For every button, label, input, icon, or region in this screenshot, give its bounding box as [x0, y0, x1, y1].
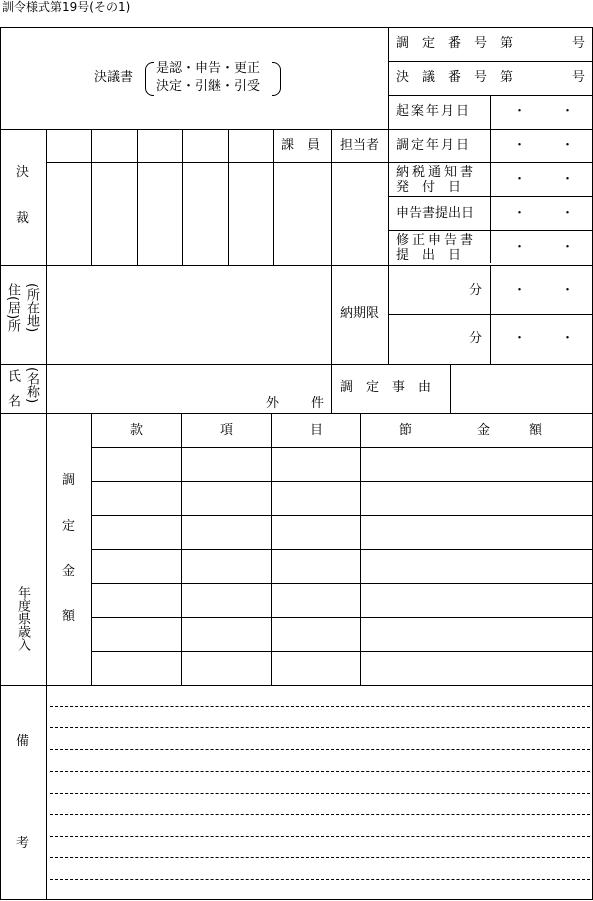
revenue-label: 年度県歳入 [15, 586, 30, 651]
address-label-paren: (所在地) [24, 283, 39, 333]
amount-label-char: 調 [62, 473, 76, 488]
column-header-moku: 目 [310, 423, 324, 438]
date-separator: ・ [561, 206, 575, 221]
gai-label: 外 [266, 396, 280, 411]
fun-label-1: 分 [469, 283, 483, 298]
remarks-line [50, 749, 590, 750]
document-title: 決議書 [94, 70, 134, 85]
frame-bottom [0, 899, 592, 900]
remarks-line [50, 706, 590, 707]
remarks-line [50, 771, 590, 772]
date-separator: ・ [561, 331, 575, 346]
amount-label-char: 金 [62, 564, 76, 579]
remarks-label-1: 備 [16, 734, 30, 749]
shusei-label-2: 提 出 日 [396, 248, 462, 263]
remarks-line [50, 727, 590, 728]
column-header-kan: 款 [130, 423, 144, 438]
remarks-line [50, 857, 590, 858]
column-331 [331, 129, 332, 414]
name-label-1: 氏 [5, 369, 20, 388]
date-separator: ・ [561, 138, 575, 153]
remarks-line [50, 879, 590, 880]
noukigen-label: 納期限 [340, 306, 380, 321]
title-options-2: 決定・引継・引受 [156, 79, 261, 94]
tantosha-label: 担当者 [340, 138, 380, 153]
remarks-line [50, 836, 590, 837]
address-label: 住(居)所 [5, 283, 20, 333]
ken-label: 件 [311, 396, 325, 411]
frame-left [0, 27, 1, 900]
header-bottom-line [0, 129, 592, 130]
chotei-bango-label: 調 定 番 号 第 [396, 36, 514, 51]
remarks-line [50, 814, 590, 815]
date-separator: ・ [561, 240, 575, 255]
date-separator: ・ [513, 206, 527, 221]
amount-label-char: 額 [62, 609, 76, 624]
chotei-date-label: 調定年月日 [396, 138, 472, 153]
column-header-setsu: 節 [399, 423, 413, 438]
column-header-kingaku: 金 額 [477, 423, 543, 438]
date-separator: ・ [513, 104, 527, 119]
frame-top [0, 27, 592, 28]
chotei-bango-go: 号 [572, 36, 586, 51]
notice-label-2: 発 付 日 [396, 180, 462, 195]
shusei-label-1: 修正申告書 [396, 233, 477, 248]
left-paren [145, 62, 154, 96]
column-header-kou: 項 [220, 423, 234, 438]
form-caption: 訓令様式第19号(その1) [2, 0, 131, 14]
date-separator: ・ [561, 104, 575, 119]
remarks-label-2: 考 [16, 836, 30, 851]
kian-date-label: 起案年月日 [396, 104, 472, 119]
date-separator: ・ [513, 331, 527, 346]
ketsugi-bango-go: 号 [572, 70, 586, 85]
date-separator: ・ [513, 240, 527, 255]
shinkoku-date-label: 申告書提出日 [396, 206, 475, 221]
chotei-jiyu-label: 調 定 事 由 [340, 380, 432, 395]
date-separator: ・ [513, 283, 527, 298]
name-label-2: 名 [5, 394, 20, 407]
date-separator: ・ [513, 172, 527, 187]
kain-label: 課 員 [281, 138, 321, 153]
ketsugi-bango-label: 決 議 番 号 第 [396, 70, 514, 85]
notice-label-1: 納税通知書 [396, 165, 477, 180]
fun-label-2: 分 [469, 331, 483, 346]
amount-label-char: 定 [62, 519, 76, 534]
name-label-paren: (名称) [24, 367, 39, 404]
remarks-line [50, 793, 590, 794]
title-options-1: 是認・申告・更正 [156, 61, 261, 76]
right-paren [272, 62, 281, 96]
kessai-label-2: 裁 [16, 211, 30, 226]
inner-left-line [46, 265, 47, 899]
date-separator: ・ [561, 172, 575, 187]
date-separator: ・ [513, 138, 527, 153]
kessai-label-1: 決 [16, 165, 30, 180]
date-separator: ・ [561, 283, 575, 298]
